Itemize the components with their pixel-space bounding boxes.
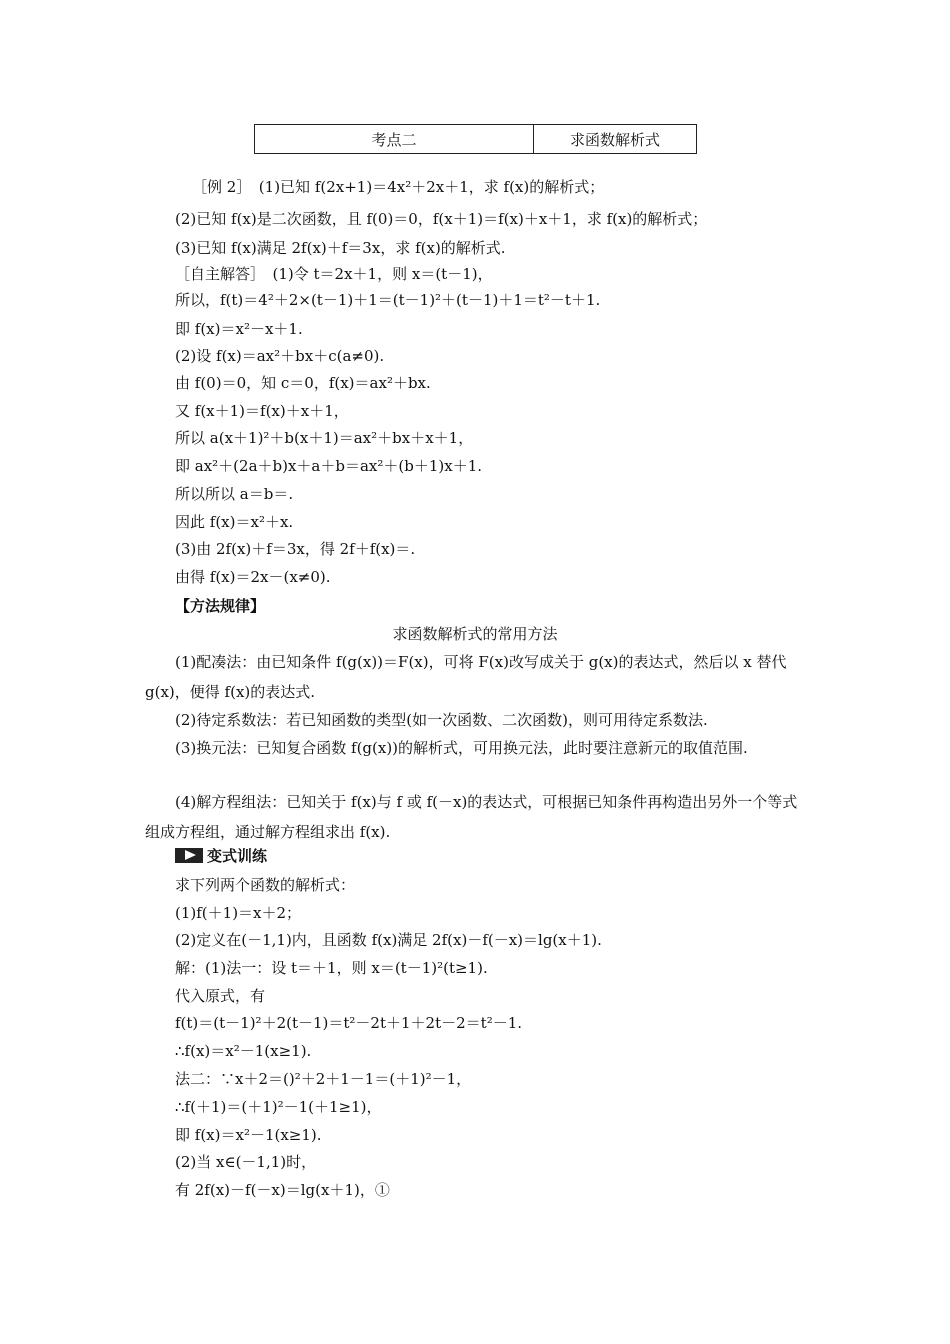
solution-line: ［自主解答］ (1)令 t＝2x＋1，则 x＝(t－1)，	[175, 265, 493, 283]
exercise-line: ∴f(＋1)＝(＋1)²－1(＋1≥1)，	[175, 1098, 382, 1116]
topic-header-table	[254, 124, 697, 154]
exercise-line: (2)定义在(－1,1)内，且函数 f(x)满足 2f(x)－f(－x)＝lg(x＋1).	[175, 931, 602, 949]
example-statement-2: (2)已知 f(x)是二次函数，且 f(0)＝0，f(x＋1)＝f(x)＋x＋1，求 f(x)的解析式；	[175, 210, 708, 228]
exercise-line: 有 2f(x)－f(－x)＝lg(x＋1)，①	[175, 1181, 390, 1199]
exercise-line: ∴f(x)＝x²－1(x≥1).	[175, 1042, 312, 1060]
solution-line: (2)设 f(x)＝ax²＋bx＋c(a≠0).	[175, 347, 385, 365]
solution-line: 即 ax²＋(2a＋b)x＋a＋b＝ax²＋(b＋1)x＋1.	[175, 457, 483, 475]
exercise-line: (1)f(＋1)＝x＋2；	[175, 904, 302, 922]
exercise-line: 即 f(x)＝x²－1(x≥1).	[175, 1126, 322, 1144]
topic-title: 求函数解析式	[534, 125, 697, 154]
solution-line: 由得 f(x)＝2x－(x≠0).	[175, 568, 331, 586]
variant-training-label: 变式训练	[207, 847, 268, 865]
solution-line: 所以，f(t)＝4²＋2×(t－1)＋1＝(t－1)²＋(t－1)＋1＝t²－t＋1.	[175, 291, 601, 309]
play-arrow-icon	[175, 848, 203, 863]
example-statement-3: (3)已知 f(x)满足 2f(x)＋f＝3x，求 f(x)的解析式.	[175, 239, 506, 257]
solution-line: (3)由 2f(x)＋f＝3x，得 2f＋f(x)＝.	[175, 540, 416, 558]
method-heading: 【方法规律】	[175, 597, 266, 615]
method-paragraph-1: (1)配凑法：由已知条件 f(g(x))＝F(x)，可将 F(x)改写成关于 g(x)的表达式，然后以 x 替代 g(x)，便得 f(x)的表达式.	[145, 653, 787, 701]
method-paragraph-3: (3)换元法：已知复合函数 f(g(x))的解析式，可用换元法，此时要注意新元的取值范围.	[175, 739, 748, 757]
topic-label: 考点二	[255, 125, 534, 154]
solution-line: 所以所以 a＝b＝.	[175, 485, 294, 503]
exercise-line: 代入原式，有	[175, 987, 266, 1005]
solution-line: 又 f(x＋1)＝f(x)＋x＋1，	[175, 402, 349, 420]
method-title: 求函数解析式的常用方法	[392, 625, 558, 643]
method-paragraph-4: (4)解方程组法：已知关于 f(x)与 f 或 f(－x)的表达式，可根据已知条件再构造出另外一个等式组成方程组，通过解方程组求出 f(x).	[145, 793, 798, 841]
example-statement-1: ［例 2］ (1)已知 f(2x+1)＝4x²＋2x＋1，求 f(x)的解析式；	[192, 178, 605, 196]
solution-line: 因此 f(x)＝x²＋x.	[175, 513, 294, 531]
variant-training-heading	[175, 845, 267, 867]
solution-line: 由 f(0)＝0，知 c＝0，f(x)＝ax²＋bx.	[175, 374, 431, 392]
exercise-line: 解：(1)法一：设 t＝＋1，则 x＝(t－1)²(t≥1).	[175, 959, 488, 977]
solution-line: 即 f(x)＝x²－x＋1.	[175, 320, 303, 338]
exercise-line: 法二：∵x＋2＝()²＋2＋1－1＝(＋1)²－1，	[175, 1070, 472, 1088]
exercise-line: 求下列两个函数的解析式：	[175, 876, 356, 894]
exercise-line: (2)当 x∈(－1,1)时，	[175, 1153, 317, 1171]
exercise-line: f(t)＝(t－1)²＋2(t－1)＝t²－2t＋1＋2t－2＝t²－1.	[175, 1014, 523, 1032]
solution-line: 所以 a(x＋1)²＋b(x＋1)＝ax²＋bx＋x＋1，	[175, 429, 474, 447]
method-paragraph-2: (2)待定系数法：若已知函数的类型(如一次函数、二次函数)，则可用待定系数法.	[175, 711, 708, 729]
